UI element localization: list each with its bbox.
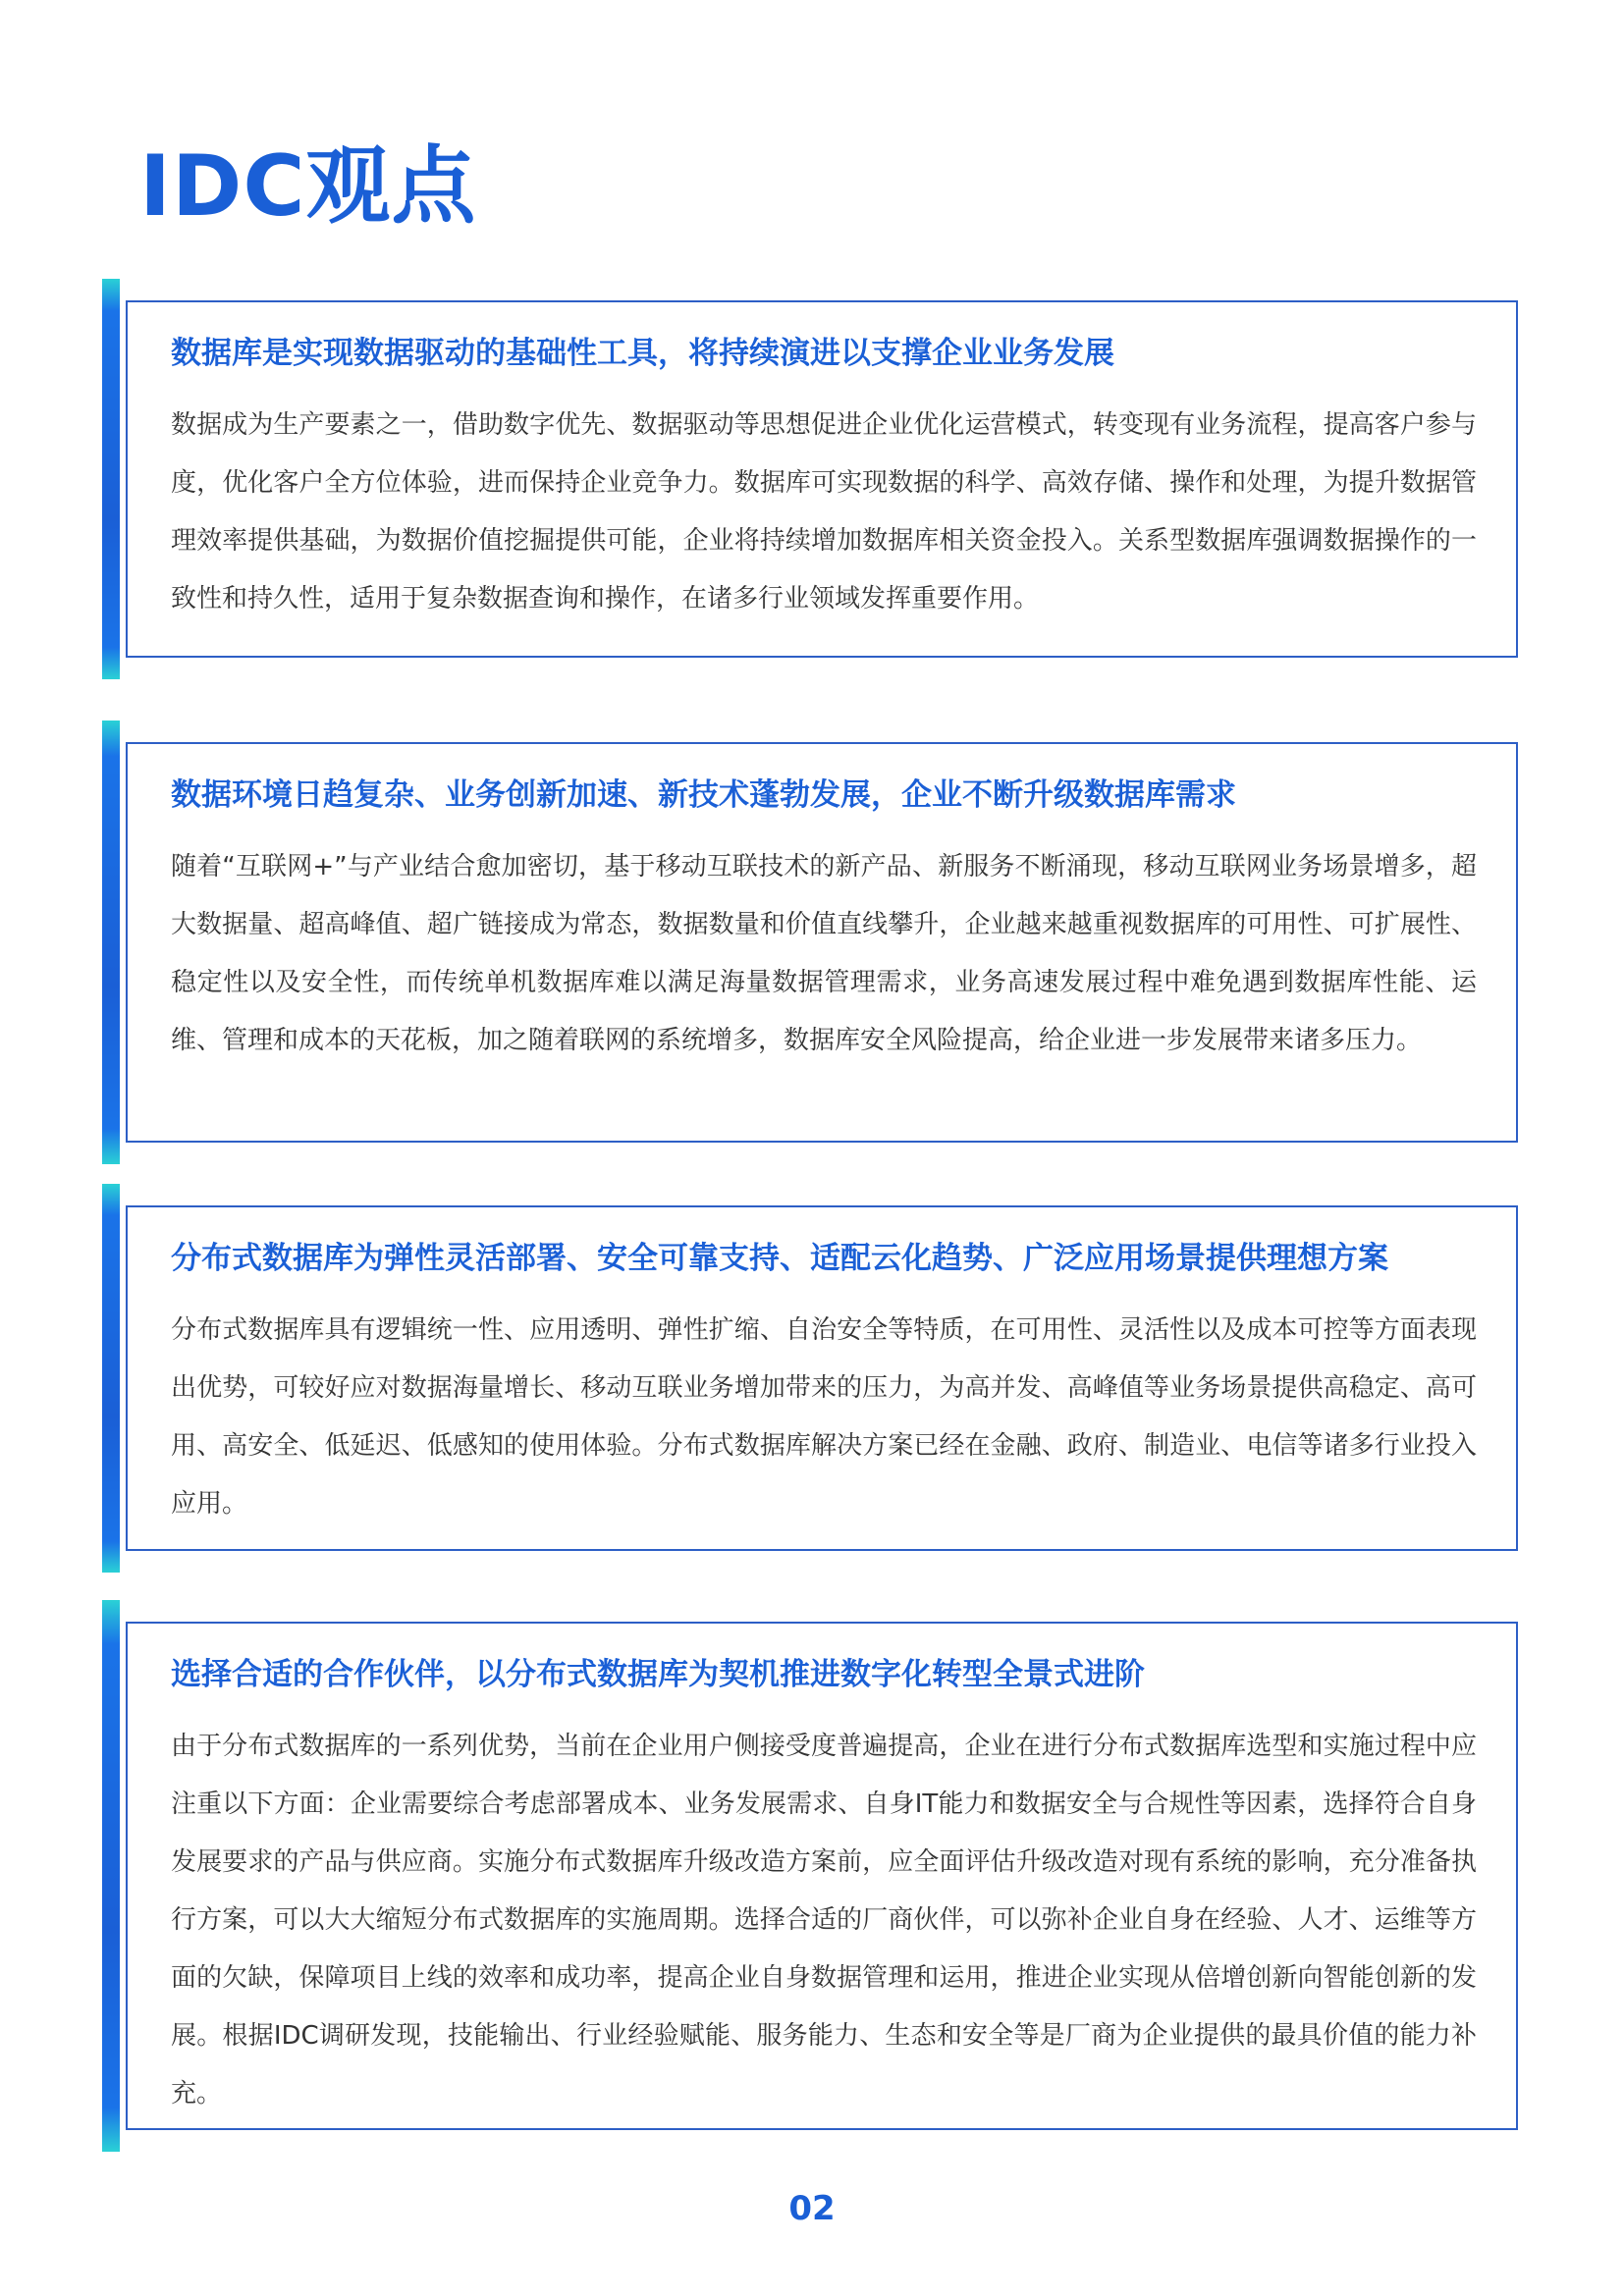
card-box <box>126 1622 1518 2130</box>
section-body: 由于分布式数据库的一系列优势，当前在企业用户侧接受度普遍提高，企业在进行分布式数据库选型和实施过程中应注重以下方面：企业需要综合考虑部署成本、业务发展需求、自身IT能力和数据安全与合规性等因素，选择符合自身发展要求的产品与供应商。实施分布式数据库升级改造方案前，应全面评估升级改造对现有系统的影响，充分准备执行方案，可以大大缩短分布式数据库的实施周期。选择合适的厂商伙伴，可以弥补企业自身在经验、人才、运维等方面的欠缺，保障项目上线的效率和成功率，提高企业自身数据管理和运用，推进企业实现从倍增创新向智能创新的发展。根据IDC调研发现，技能输出、行业经验赋能、服务能力、生态和安全等是厂商为企业提供的最具价值的能力补充。 <box>171 1732 1477 2109</box>
accent-bar <box>102 1600 120 2152</box>
card-box <box>126 1205 1518 1551</box>
card-box <box>126 300 1518 658</box>
page-title: IDC观点 <box>139 137 477 236</box>
section-body: 随着“互联网+”与产业结合愈加密切，基于移动互联技术的新产品、新服务不断涌现，移动互联网业务场景增多，超大数据量、超高峰值、超广链接成为常态，数据数量和价值直线攀升，企业越来越重视数据库的可用性、可扩展性、稳定性以及安全性，而传统单机数据库难以满足海量数据管理需求，业务高速发展过程中难免遇到数据库性能、运维、管理和成本的天花板，加之随着联网的系统增多，数据库安全风险提高，给企业进一步发展带来诸多压力。 <box>171 852 1477 1055</box>
section-card-4 <box>102 1600 1518 2152</box>
page-number: 02 <box>788 2189 836 2228</box>
section-card-1 <box>102 279 1518 679</box>
section-body: 分布式数据库具有逻辑统一性、应用透明、弹性扩缩、自治安全等特质，在可用性、灵活性以及成本可控等方面表现出优势，可较好应对数据海量增长、移动互联业务增加带来的压力，为高并发、高峰值等业务场景提供高稳定、高可用、高安全、低延迟、低感知的使用体验。分布式数据库解决方案已经在金融、政府、制造业、电信等诸多行业投入应用。 <box>171 1315 1477 1519</box>
section-title: 数据环境日趋复杂、业务创新加速、新技术蓬勃发展，企业不断升级数据库需求 <box>171 777 1236 813</box>
section-card-2 <box>102 721 1518 1164</box>
section-title: 分布式数据库为弹性灵活部署、安全可靠支持、适配云化趋势、广泛应用场景提供理想方案 <box>171 1241 1388 1276</box>
accent-bar <box>102 721 120 1164</box>
accent-bar <box>102 1184 120 1573</box>
section-body: 数据成为生产要素之一，借助数字优先、数据驱动等思想促进企业优化运营模式，转变现有业务流程，提高客户参与度，优化客户全方位体验，进而保持企业竞争力。数据库可实现数据的科学、高效存储、操作和处理，为提升数据管理效率提供基础，为数据价值挖掘提供可能，企业将持续增加数据库相关资金投入。关系型数据库强调数据操作的一致性和持久性，适用于复杂数据查询和操作，在诸多行业领域发挥重要作用。 <box>171 410 1477 614</box>
section-card-3 <box>102 1184 1518 1573</box>
accent-bar <box>102 279 120 679</box>
section-title: 数据库是实现数据驱动的基础性工具，将持续演进以支撑企业业务发展 <box>171 336 1114 371</box>
card-box <box>126 742 1518 1143</box>
section-title: 选择合适的合作伙伴，以分布式数据库为契机推进数字化转型全景式进阶 <box>171 1657 1145 1692</box>
